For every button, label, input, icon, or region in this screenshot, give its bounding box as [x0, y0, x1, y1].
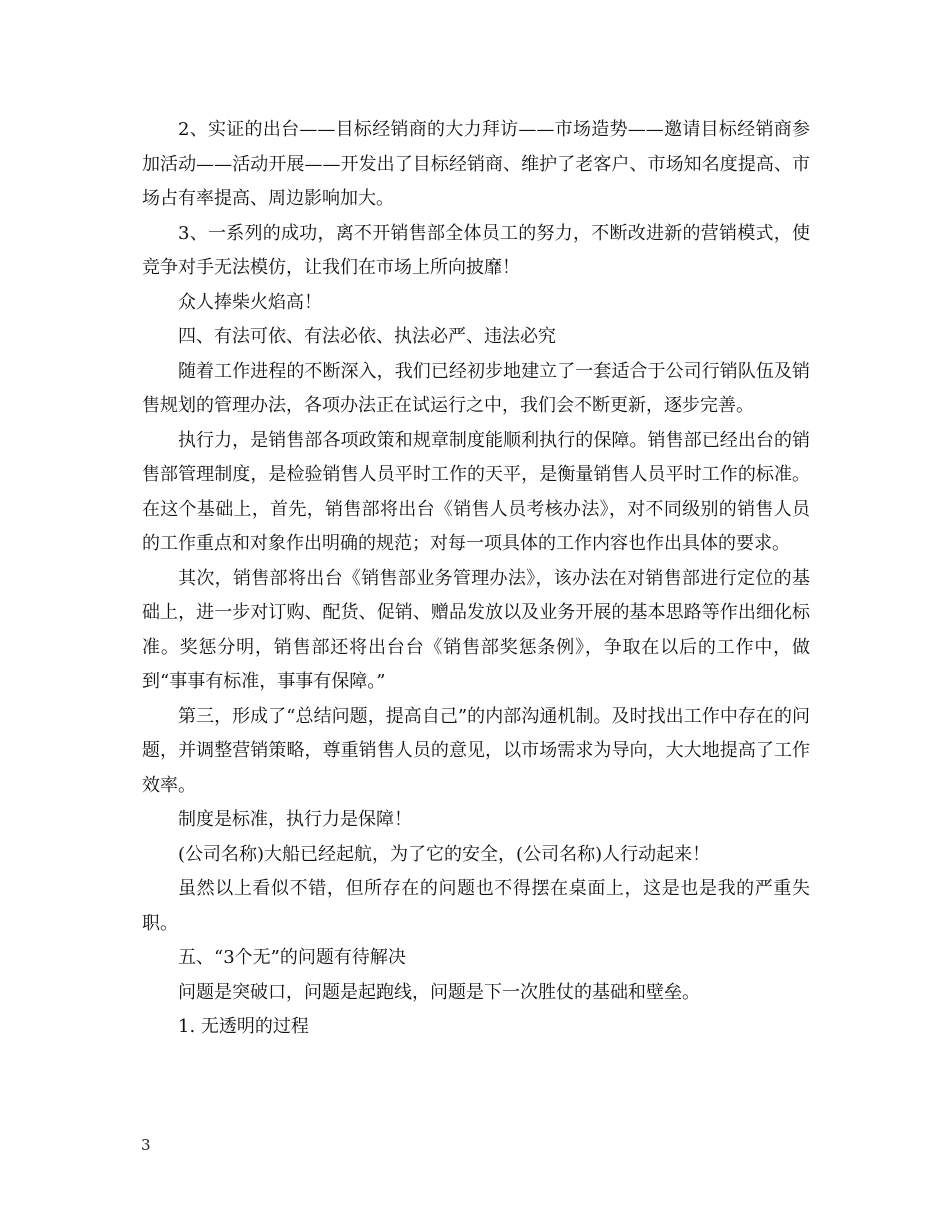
paragraph-7: 其次，销售部将出台《销售部业务管理办法》，该办法在对销售部进行定位的基础上，进一步对订购、配货、促销、赠品发放以及业务开展的基本思路等作出细化标准。奖惩分明，销售部还将出台台《销售部奖惩条例》，争取在以后的工作中，做到“事事有标准，事事有保障。”	[142, 567, 810, 692]
paragraph-5: 随着工作进程的不断深入，我们已经初步地建立了一套适合于公司行销队伍及销售规划的管理办法，各项办法正在试运行之中，我们会不断更新，逐步完善。	[142, 360, 810, 416]
paragraph-2: 3、一系列的成功，离不开销售部全体员工的努力，不断改进新的营销模式，使竞争对手无法模仿，让我们在市场上所向披靡！	[142, 222, 810, 278]
paragraph-11: 虽然以上看似不错，但所存在的问题也不得摆在桌面上，这是也是我的严重失职。	[142, 878, 810, 934]
section-heading-4: 四、有法可依、有法必依、执法必严、违法必究	[178, 326, 556, 347]
section-heading-5: 五、“3个无”的问题有待解决	[178, 947, 406, 968]
paragraph-13: 问题是突破口，问题是起跑线，问题是下一次胜仗的基础和壁垒。	[178, 981, 700, 1003]
paragraph-1: 2、实证的出台——目标经销商的大力拜访——市场造势——邀请目标经销商参加活动——活动开展——开发出了目标经销商、维护了老客户、市场知名度提高、市场占有率提高、周边影响加大。	[142, 119, 810, 209]
list-item-1: 1. 无透明的过程	[178, 1016, 309, 1037]
paragraph-10: (公司名称)大船已经起航，为了它的安全，(公司名称)人行动起来！	[178, 843, 711, 865]
paragraph-6: 执行力，是销售部各项政策和规章制度能顺利执行的保障。销售部已经出台的销售部管理制度，是检验销售人员平时工作的天平，是衡量销售人员平时工作的标准。在这个基础上，首先，销售部将出台《销售人员考核办法》，对不同级别的销售人员的工作重点和对象作出明确的规范；对每一项具体的工作内容也作出具体的要求。	[142, 429, 810, 554]
paragraph-3: 众人捧柴火焰高！	[178, 291, 322, 313]
paragraph-9: 制度是标准，执行力是保障！	[178, 809, 412, 830]
paragraph-8: 第三，形成了“总结问题，提高自己”的内部沟通机制。及时找出工作中存在的问题，并调整营销策略，尊重销售人员的意见，以市场需求为导向，大大地提高了工作效率。	[142, 705, 810, 796]
document-body	[142, 113, 810, 1045]
page-number: 3	[141, 1136, 151, 1154]
